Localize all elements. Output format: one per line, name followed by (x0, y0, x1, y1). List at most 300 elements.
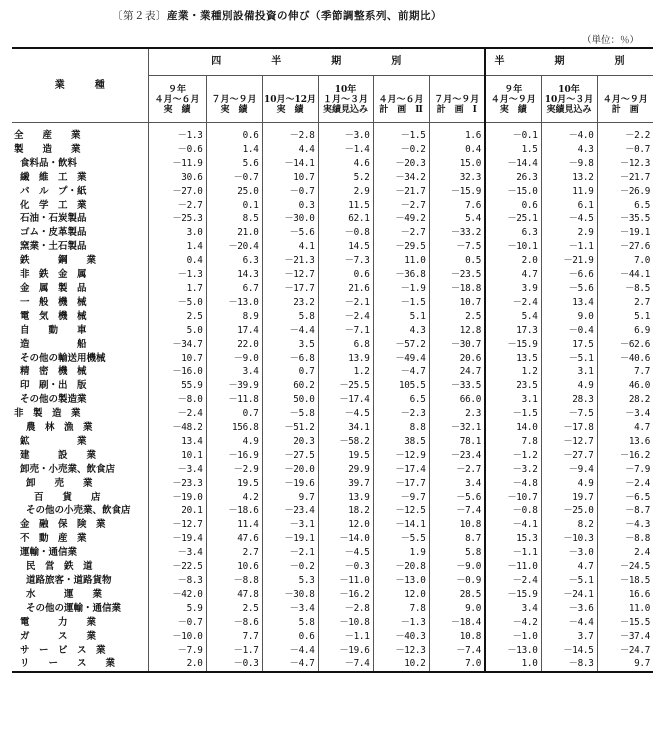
value-cell: －10.0 (148, 630, 206, 644)
column-header-l3: 実績見込み (546, 105, 592, 115)
value-cell: －1.4 (318, 143, 373, 157)
value-cell: －16.0 (148, 365, 206, 379)
column-header-l1: ９年 (504, 85, 523, 95)
value-cell: 20.1 (148, 504, 206, 518)
value-cell: 14.5 (318, 240, 373, 254)
value-cell: －8.8 (597, 532, 653, 546)
value-cell: 10.7 (262, 171, 318, 185)
value-cell: －16.9 (206, 449, 262, 463)
value-cell: －4.7 (373, 365, 429, 379)
value-cell: －1.3 (373, 616, 429, 630)
value-cell: 21.0 (206, 226, 262, 240)
value-cell: －0.7 (262, 185, 318, 199)
industry-name-text: その他の小売業、飲食店 (26, 505, 131, 517)
unit-label: （単位：％） (581, 35, 639, 46)
table-row (12, 352, 653, 366)
value-cell: 3.1 (485, 393, 541, 407)
value-cell: 24.7 (429, 365, 485, 379)
value-cell: 1.7 (148, 282, 206, 296)
value-cell: 11.0 (597, 602, 653, 616)
column-header-l1: 10年 (558, 85, 580, 95)
value-cell: －23.4 (429, 449, 485, 463)
value-cell: －29.5 (373, 240, 429, 254)
value-cell: 7.6 (429, 199, 485, 213)
industry-name (12, 518, 148, 532)
corner-label: 業 種 (12, 48, 148, 123)
value-cell: 5.0 (148, 324, 206, 338)
table-row (12, 393, 653, 407)
value-cell: －15.9 (485, 588, 541, 602)
industry-name (12, 435, 148, 449)
value-cell: 10.7 (429, 296, 485, 310)
table-row (12, 518, 653, 532)
value-cell: 47.8 (206, 588, 262, 602)
industry-name-text: 窯業・土石製品 (20, 241, 87, 253)
industry-name (12, 310, 148, 324)
value-cell: －4.0 (541, 123, 597, 143)
value-cell: －7.4 (318, 657, 373, 672)
investment-growth-table (12, 47, 653, 673)
industry-name-text: サ ー ビ ス 業 (20, 644, 106, 656)
value-cell: －10.7 (485, 491, 541, 505)
industry-name-text: 百 貨 店 (34, 491, 101, 503)
value-cell: －5.6 (262, 226, 318, 240)
value-cell: 25.0 (206, 185, 262, 199)
industry-name (12, 212, 148, 226)
value-cell: －2.4 (148, 407, 206, 421)
value-cell: －2.7 (373, 226, 429, 240)
industry-name (12, 199, 148, 213)
value-cell: 7.7 (206, 630, 262, 644)
column-header-l1: 10年 (334, 85, 357, 95)
column-header-l2: ７月～９月 (211, 95, 257, 105)
industry-name (12, 143, 148, 157)
value-cell: 13.4 (541, 296, 597, 310)
value-cell: －11.9 (148, 157, 206, 171)
value-cell: －4.1 (485, 518, 541, 532)
value-cell: 11.9 (541, 185, 597, 199)
value-cell: －0.7 (148, 616, 206, 630)
value-cell: －10.1 (485, 240, 541, 254)
value-cell: 5.8 (262, 616, 318, 630)
table-row (12, 477, 653, 491)
value-cell: 5.4 (429, 212, 485, 226)
table-row (12, 532, 653, 546)
value-cell: 2.5 (429, 310, 485, 324)
value-cell: 50.0 (262, 393, 318, 407)
value-cell: 6.1 (541, 199, 597, 213)
industry-name-text: 食料品・飲料 (20, 157, 78, 169)
value-cell: －1.5 (373, 296, 429, 310)
value-cell: －15.9 (485, 338, 541, 352)
value-cell: －2.7 (429, 463, 485, 477)
value-cell: 13.5 (485, 352, 541, 366)
table-row (12, 268, 653, 282)
table-row (12, 185, 653, 199)
industry-name-text: リ ー ス 業 (20, 658, 116, 670)
value-cell: 5.8 (429, 546, 485, 560)
value-cell: 8.7 (429, 532, 485, 546)
value-cell: 2.9 (541, 226, 597, 240)
table-row (12, 630, 653, 644)
value-cell: －19.0 (148, 491, 206, 505)
industry-name-text: 精 密 機 械 (20, 366, 87, 378)
column-header (148, 76, 206, 123)
value-cell: －0.4 (541, 324, 597, 338)
industry-name-text: ガ ス 業 (20, 630, 97, 642)
value-cell: 66.0 (429, 393, 485, 407)
table-row (12, 282, 653, 296)
industry-name-text: 電 気 機 械 (20, 310, 87, 322)
table-row (12, 324, 653, 338)
column-header-l2: ４月～６月 (378, 95, 424, 105)
value-cell: －8.3 (148, 574, 206, 588)
value-cell: －13.0 (485, 644, 541, 658)
industry-name-text: 卸売・小売業、飲食店 (20, 463, 116, 475)
value-cell: －58.2 (318, 435, 373, 449)
industry-name-text: 電 力 業 (20, 616, 97, 628)
value-cell: 3.5 (262, 338, 318, 352)
column-header-l2: ７月～９月 (434, 95, 480, 105)
value-cell: －30.8 (262, 588, 318, 602)
value-cell: －12.9 (373, 449, 429, 463)
column-header (373, 76, 429, 123)
value-cell: －2.7 (373, 199, 429, 213)
value-cell: －5.6 (541, 282, 597, 296)
value-cell: －13.0 (206, 296, 262, 310)
value-cell: 0.4 (148, 254, 206, 268)
value-cell: 2.0 (148, 657, 206, 672)
value-cell: 6.7 (206, 282, 262, 296)
value-cell: －9.0 (206, 352, 262, 366)
table-row (12, 588, 653, 602)
value-cell: －19.6 (262, 477, 318, 491)
table-row (12, 602, 653, 616)
industry-name (12, 393, 148, 407)
value-cell: 4.3 (373, 324, 429, 338)
table-row (12, 379, 653, 393)
value-cell: 30.6 (148, 171, 206, 185)
table-row (12, 240, 653, 254)
value-cell: 4.9 (206, 435, 262, 449)
value-cell: 28.5 (429, 588, 485, 602)
table-row (12, 365, 653, 379)
value-cell: －2.1 (318, 296, 373, 310)
value-cell: －7.1 (318, 324, 373, 338)
value-cell: 9.0 (541, 310, 597, 324)
value-cell: －8.7 (597, 504, 653, 518)
column-header-l2: ４月～９月 (490, 95, 536, 105)
value-cell: 5.2 (318, 171, 373, 185)
value-cell: 4.9 (541, 379, 597, 393)
value-cell: －23.3 (148, 477, 206, 491)
value-cell: －44.1 (597, 268, 653, 282)
column-header-l3: 計 画 (611, 105, 639, 115)
industry-name (12, 268, 148, 282)
title-text: 産業・業種別設備投資の伸び（季節調整系列、前期比） (167, 10, 442, 22)
value-cell: －35.5 (597, 212, 653, 226)
value-cell: －19.4 (148, 532, 206, 546)
value-cell: 34.1 (318, 421, 373, 435)
value-cell: 2.3 (429, 407, 485, 421)
value-cell: －2.4 (597, 477, 653, 491)
value-cell: －8.5 (597, 282, 653, 296)
value-cell: －4.5 (541, 212, 597, 226)
table-row (12, 212, 653, 226)
value-cell: －3.4 (148, 546, 206, 560)
table-row (12, 310, 653, 324)
value-cell: 11.4 (206, 518, 262, 532)
industry-name-text: その他の製造業 (20, 394, 87, 406)
value-cell: －17.7 (262, 282, 318, 296)
value-cell: －6.5 (597, 491, 653, 505)
value-cell: －12.7 (262, 268, 318, 282)
value-cell: －24.5 (597, 560, 653, 574)
value-cell: 5.9 (148, 602, 206, 616)
industry-name-text: 印 刷・出 版 (20, 380, 87, 392)
value-cell: 2.0 (485, 254, 541, 268)
value-cell: －13.0 (373, 574, 429, 588)
value-cell: 9.7 (262, 491, 318, 505)
value-cell: －11.8 (206, 393, 262, 407)
industry-name (12, 407, 148, 421)
value-cell: 1.5 (485, 143, 541, 157)
value-cell: 5.6 (206, 157, 262, 171)
table-row (12, 199, 653, 213)
value-cell: 11.5 (318, 199, 373, 213)
value-cell: －39.9 (206, 379, 262, 393)
value-cell: －7.9 (597, 463, 653, 477)
value-cell: －15.5 (597, 616, 653, 630)
value-cell: 13.4 (148, 435, 206, 449)
value-cell: 9.7 (597, 657, 653, 672)
value-cell: 9.0 (429, 602, 485, 616)
value-cell: －30.0 (262, 212, 318, 226)
value-cell: －1.7 (206, 644, 262, 658)
value-cell: 0.7 (206, 407, 262, 421)
value-cell: －12.3 (373, 644, 429, 658)
value-cell: －9.7 (373, 491, 429, 505)
column-header-l3: 計 画 Ⅰ (436, 105, 477, 115)
value-cell: －40.3 (373, 630, 429, 644)
value-cell: －2.7 (148, 199, 206, 213)
value-cell: －2.4 (318, 310, 373, 324)
column-header-l1 (263, 85, 318, 95)
value-cell: 10.1 (148, 449, 206, 463)
table-row (12, 644, 653, 658)
value-cell: －34.2 (373, 171, 429, 185)
value-cell: －14.1 (262, 157, 318, 171)
value-cell: －15.9 (429, 185, 485, 199)
value-cell: 0.4 (429, 143, 485, 157)
value-cell: －5.6 (429, 491, 485, 505)
value-cell: 6.8 (318, 338, 373, 352)
industry-name (12, 602, 148, 616)
value-cell: 6.9 (597, 324, 653, 338)
value-cell: －4.4 (262, 644, 318, 658)
value-cell: －2.4 (485, 574, 541, 588)
value-cell: －17.4 (373, 463, 429, 477)
value-cell: －25.5 (318, 379, 373, 393)
value-cell: 60.2 (262, 379, 318, 393)
value-cell: 5.8 (262, 310, 318, 324)
value-cell: －11.0 (485, 560, 541, 574)
value-cell: 0.6 (206, 123, 262, 143)
value-cell: －27.0 (148, 185, 206, 199)
value-cell: －8.0 (148, 393, 206, 407)
table-code: 〔第２表〕 (112, 10, 167, 22)
value-cell: －7.5 (429, 240, 485, 254)
value-cell: 1.2 (318, 365, 373, 379)
industry-name-text: 鉄 鋼 業 (20, 255, 97, 267)
value-cell: －19.1 (597, 226, 653, 240)
industry-name (12, 226, 148, 240)
table-title (112, 8, 442, 23)
column-header-l2: ４月～６月 (154, 95, 200, 105)
value-cell: 19.7 (541, 491, 597, 505)
value-cell: －21.9 (541, 254, 597, 268)
value-cell: －27.6 (597, 240, 653, 254)
table-row (12, 407, 653, 421)
value-cell: 105.5 (373, 379, 429, 393)
value-cell: －4.4 (262, 324, 318, 338)
value-cell: －5.1 (541, 352, 597, 366)
value-cell: －23.4 (262, 504, 318, 518)
value-cell: 20.3 (262, 435, 318, 449)
value-cell: 4.2 (206, 491, 262, 505)
column-header-l1 (430, 85, 485, 95)
value-cell: 32.3 (429, 171, 485, 185)
value-cell: －11.0 (318, 574, 373, 588)
value-cell: 1.0 (485, 657, 541, 672)
value-cell: 10.8 (429, 630, 485, 644)
industry-name-text: 繊 維 工 業 (20, 171, 87, 183)
table-row (12, 338, 653, 352)
value-cell: 12.0 (373, 588, 429, 602)
value-cell: －14.1 (373, 518, 429, 532)
column-header-l3: 実績見込み (322, 105, 368, 115)
value-cell: －18.6 (206, 504, 262, 518)
table-row (12, 421, 653, 435)
column-header-l3: 実 績 (163, 105, 191, 115)
value-cell: －3.6 (541, 602, 597, 616)
industry-name (12, 254, 148, 268)
industry-name-text: 化 学 工 業 (20, 199, 87, 211)
value-cell: －16.2 (597, 449, 653, 463)
value-cell: －1.1 (485, 546, 541, 560)
value-cell: －30.7 (429, 338, 485, 352)
industry-name (12, 421, 148, 435)
value-cell: 47.6 (206, 532, 262, 546)
value-cell: 10.2 (373, 657, 429, 672)
industry-name-text: 道路旅客・道路貨物 (26, 575, 112, 586)
table-row (12, 560, 653, 574)
value-cell: 16.6 (597, 588, 653, 602)
industry-name-text: 自 動 車 (20, 324, 87, 336)
value-cell: 5.3 (262, 574, 318, 588)
value-cell: 3.4 (206, 365, 262, 379)
value-cell: －4.2 (485, 616, 541, 630)
value-cell: －9.8 (541, 157, 597, 171)
value-cell: 2.5 (206, 602, 262, 616)
industry-name-text: パ ル プ・紙 (20, 185, 87, 197)
value-cell: 3.0 (148, 226, 206, 240)
value-cell: －33.2 (429, 226, 485, 240)
value-cell: 7.7 (597, 365, 653, 379)
value-cell: 4.3 (541, 143, 597, 157)
value-cell: －4.5 (318, 407, 373, 421)
value-cell: －9.0 (429, 560, 485, 574)
value-cell: －8.3 (541, 657, 597, 672)
value-cell: －18.5 (597, 574, 653, 588)
value-cell: 15.3 (485, 532, 541, 546)
value-cell: 10.7 (148, 352, 206, 366)
value-cell: 21.6 (318, 282, 373, 296)
industry-name-text: その他の輸送用機械 (20, 352, 106, 364)
column-header (541, 76, 597, 123)
value-cell: －0.3 (318, 560, 373, 574)
value-cell: 28.2 (597, 393, 653, 407)
value-cell: －4.7 (262, 657, 318, 672)
value-cell: －9.4 (541, 463, 597, 477)
table-row (12, 143, 653, 157)
value-cell: －17.7 (373, 477, 429, 491)
industry-name (12, 504, 148, 518)
value-cell: 55.9 (148, 379, 206, 393)
industry-name (12, 491, 148, 505)
industry-name (12, 365, 148, 379)
value-cell: 12.0 (318, 518, 373, 532)
value-cell: －20.8 (373, 560, 429, 574)
column-header-l2: １月～３月 (322, 95, 368, 105)
value-cell: 0.6 (485, 199, 541, 213)
column-header-l1 (207, 85, 262, 95)
table-row (12, 157, 653, 171)
value-cell: －19.6 (318, 644, 373, 658)
industry-name-text: 金 融 保 険 業 (20, 519, 106, 531)
column-header-l3: 実 績 (220, 105, 248, 115)
value-cell: －17.4 (318, 393, 373, 407)
value-cell: －62.6 (597, 338, 653, 352)
value-cell: －3.1 (262, 518, 318, 532)
industry-name-text: 金 属 製 品 (20, 282, 87, 294)
value-cell: －7.4 (429, 504, 485, 518)
value-cell: 1.9 (373, 546, 429, 560)
value-cell: 14.3 (206, 268, 262, 282)
value-cell: －5.0 (148, 296, 206, 310)
value-cell: 4.7 (541, 560, 597, 574)
table-row (12, 254, 653, 268)
value-cell: 17.4 (206, 324, 262, 338)
value-cell: 0.6 (262, 630, 318, 644)
value-cell: －2.1 (262, 546, 318, 560)
value-cell: －5.8 (262, 407, 318, 421)
value-cell: －17.8 (541, 421, 597, 435)
value-cell: －1.5 (485, 407, 541, 421)
industry-name (12, 123, 148, 143)
value-cell: －23.5 (429, 268, 485, 282)
value-cell: －3.0 (318, 123, 373, 143)
industry-name (12, 477, 148, 491)
value-cell: －4.3 (597, 518, 653, 532)
value-cell: －7.3 (318, 254, 373, 268)
value-cell: －22.5 (148, 560, 206, 574)
value-cell: －21.3 (262, 254, 318, 268)
value-cell: 26.3 (485, 171, 541, 185)
value-cell: －1.5 (373, 123, 429, 143)
value-cell: －40.6 (597, 352, 653, 366)
value-cell: 8.2 (541, 518, 597, 532)
